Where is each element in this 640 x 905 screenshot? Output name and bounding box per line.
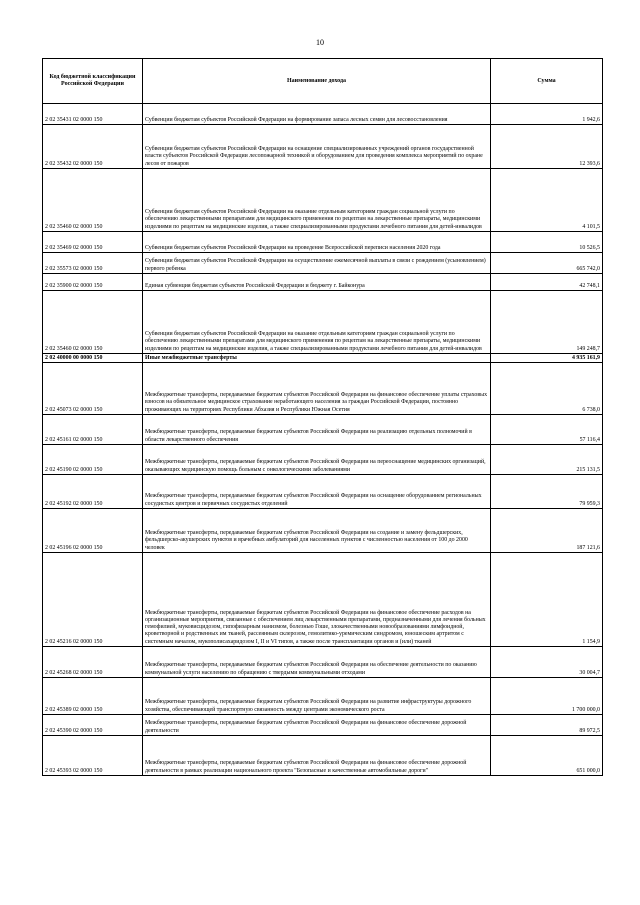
row-name: Межбюджетные трансферты, передаваемые бюджетам субъектов Российской Федерации на реализацию отдельных полномочий в области лекарственного обеспечения xyxy=(143,415,491,445)
row-name: Межбюджетные трансферты, передаваемые бюджетам субъектов Российской Федерации на оснащение оборудованием региональных сосудистых центров и первичных сосудистых отделений xyxy=(143,475,491,509)
row-code: 2 02 45192 02 0000 150 xyxy=(43,475,143,509)
row-code: 2 02 35460 02 0000 150 xyxy=(43,169,143,232)
table-row xyxy=(43,445,603,475)
table-row xyxy=(43,678,603,715)
row-code: 2 02 45073 02 0000 150 xyxy=(43,363,143,415)
row-sum: 1 700 000,0 xyxy=(491,678,603,715)
table-row xyxy=(43,415,603,445)
header-code: Код бюджетной классификации Российской Федерации xyxy=(43,59,143,104)
row-code: 2 02 35460 02 0000 150 xyxy=(43,291,143,354)
row-name: Межбюджетные трансферты, передаваемые бюджетам субъектов Российской Федерации на финансовое обеспечение дорожной деятельности в рамках реализации национального проекта "Безопасные и качественные автомобильные дороги" xyxy=(143,736,491,776)
table-row xyxy=(43,169,603,232)
table-row xyxy=(43,553,603,647)
row-sum: 651 000,0 xyxy=(491,736,603,776)
table-row xyxy=(43,274,603,291)
row-code: 2 02 45389 02 0000 150 xyxy=(43,678,143,715)
table-body xyxy=(43,104,603,776)
table-row xyxy=(43,509,603,553)
table-row xyxy=(43,291,603,354)
row-sum: 10 526,5 xyxy=(491,232,603,253)
row-sum: 79 959,3 xyxy=(491,475,603,509)
row-code: 2 02 45190 02 0000 150 xyxy=(43,445,143,475)
table-header-row xyxy=(43,59,603,104)
row-sum: 6 738,0 xyxy=(491,363,603,415)
table-row xyxy=(43,253,603,274)
table-row xyxy=(43,363,603,415)
row-code: 2 02 35573 02 0000 150 xyxy=(43,253,143,274)
row-name: Субвенции бюджетам субъектов Российской Федерации на оснащение специализированных учреждений органов государственной власти субъектов Российской Федерации лесопожарной техникой и оборудованием для проведения комплекса мероприятий по охране лесов от пожаров xyxy=(143,125,491,169)
row-code: 2 02 35900 02 0000 150 xyxy=(43,274,143,291)
row-sum: 665 742,0 xyxy=(491,253,603,274)
row-name: Субвенции бюджетам субъектов Российской Федерации на проведение Всероссийской переписи населения 2020 года xyxy=(143,232,491,253)
row-code: 2 02 35431 02 0000 150 xyxy=(43,104,143,125)
row-name: Субвенции бюджетам субъектов Российской Федерации на оказание отдельным категориям граждан социальной услуги по обеспечению лекарственными препаратами для медицинского применения по рецептам на лекарственные препараты, медицинскими изделиями по рецептам на медицинские изделия, а также специализированными продуктами лечебного питания для детей-инвалидов xyxy=(143,291,491,354)
row-sum: 12 393,6 xyxy=(491,125,603,169)
table-row xyxy=(43,125,603,169)
table-row xyxy=(43,475,603,509)
page-number: 10 xyxy=(316,38,324,47)
row-sum: 57 116,4 xyxy=(491,415,603,445)
row-sum: 187 121,6 xyxy=(491,509,603,553)
row-name: Межбюджетные трансферты, передаваемые бюджетам субъектов Российской Федерации на развитие инфраструктуры дорожного хозяйства, обеспечивающей транспортную связанность между центрами экономического роста xyxy=(143,678,491,715)
row-code: 2 02 45196 02 0000 150 xyxy=(43,509,143,553)
row-name: Субвенции бюджетам субъектов Российской Федерации на формирование запаса лесных семян для лесовосстановления xyxy=(143,104,491,125)
row-code: 2 02 45393 02 0000 150 xyxy=(43,736,143,776)
row-name: Межбюджетные трансферты, передаваемые бюджетам субъектов Российской Федерации на обеспечение деятельности по оказанию коммунальной услуги населению по обращению с твердыми коммунальными отходами xyxy=(143,647,491,678)
table-row xyxy=(43,232,603,253)
row-name: Межбюджетные трансферты, передаваемые бюджетам субъектов Российской Федерации на переоснащение медицинских организаций, оказывающих медицинскую помощь больным с онкологическими заболеваниями xyxy=(143,445,491,475)
row-name: Межбюджетные трансферты, передаваемые бюджетам субъектов Российской Федерации на финансовое обеспечение дорожной деятельности xyxy=(143,715,491,736)
row-name: Единая субвенция бюджетам субъектов Российской Федерации и бюджету г. Байконура xyxy=(143,274,491,291)
row-code: 2 02 45268 02 0000 150 xyxy=(43,647,143,678)
budget-revenue-table xyxy=(42,58,603,776)
header-sum: Сумма xyxy=(491,59,603,104)
row-sum: 89 972,5 xyxy=(491,715,603,736)
row-sum: 4 101,5 xyxy=(491,169,603,232)
row-code: 2 02 35432 02 0000 150 xyxy=(43,125,143,169)
row-sum: 4 935 161,9 xyxy=(491,354,603,363)
row-code: 2 02 45161 02 0000 150 xyxy=(43,415,143,445)
row-sum: 1 942,6 xyxy=(491,104,603,125)
table-row xyxy=(43,715,603,736)
row-code: 2 02 35469 02 0000 150 xyxy=(43,232,143,253)
row-sum: 1 154,9 xyxy=(491,553,603,647)
row-name: Межбюджетные трансферты, передаваемые бюджетам субъектов Российской Федерации на создание и замену фельдшерских, фельдшерско-акушерских пунктов и врачебных амбулаторий для населенных пунктов с численностью населения от 100 до 2000 человек xyxy=(143,509,491,553)
row-name: Субвенции бюджетам субъектов Российской Федерации на оказание отдельным категориям граждан социальной услуги по обеспечению лекарственными препаратами для медицинского применения по рецептам на лекарственные препараты, медицинскими изделиями по рецептам на медицинские изделия, а также специализированными продуктами лечебного питания для детей-инвалидов xyxy=(143,169,491,232)
row-name: Межбюджетные трансферты, передаваемые бюджетам субъектов Российской Федерации на финансовое обеспечение уплаты страховых взносов на обязательное медицинское страхование неработающего населения за граждан Российской Федерации, постоянно проживающих на территориях Республики Абхазия и Республики Южная Осетия xyxy=(143,363,491,415)
row-name: Субвенции бюджетам субъектов Российской Федерации на осуществление ежемесячной выплаты в связи с рождением (усыновлением) первого ребенка xyxy=(143,253,491,274)
row-code: 2 02 45390 02 0000 150 xyxy=(43,715,143,736)
row-sum: 149 248,7 xyxy=(491,291,603,354)
row-sum: 215 131,5 xyxy=(491,445,603,475)
row-code: 2 02 40000 00 0000 150 xyxy=(43,354,143,363)
row-sum: 30 004,7 xyxy=(491,647,603,678)
row-name: Иные межбюджетные трансферты xyxy=(143,354,491,363)
table-row xyxy=(43,354,603,363)
row-code: 2 02 45216 02 0000 150 xyxy=(43,553,143,647)
row-name: Межбюджетные трансферты, передаваемые бюджетам субъектов Российской Федерации на финансовое обеспечение расходов на организационные мероприятия, связанные с обеспечением лиц лекарственными препаратами, предназначенными для лечения больных гемофилией, муковисцидозом, гипофизарным нанизмом, болезнью Гоше, злокачественными новообразованиями лимфоидной, кроветворной и родственных им тканей, рассеянным склерозом, гемолитико-уремическим синдромом, юношеским артритом с системным началом, мукополисахаридозом I, II и VI типов, а также после трансплантации органов и (или) тканей xyxy=(143,553,491,647)
table-row xyxy=(43,104,603,125)
header-name: Наименование дохода xyxy=(143,59,491,104)
row-sum: 42 748,1 xyxy=(491,274,603,291)
table-row xyxy=(43,736,603,776)
table-row xyxy=(43,647,603,678)
